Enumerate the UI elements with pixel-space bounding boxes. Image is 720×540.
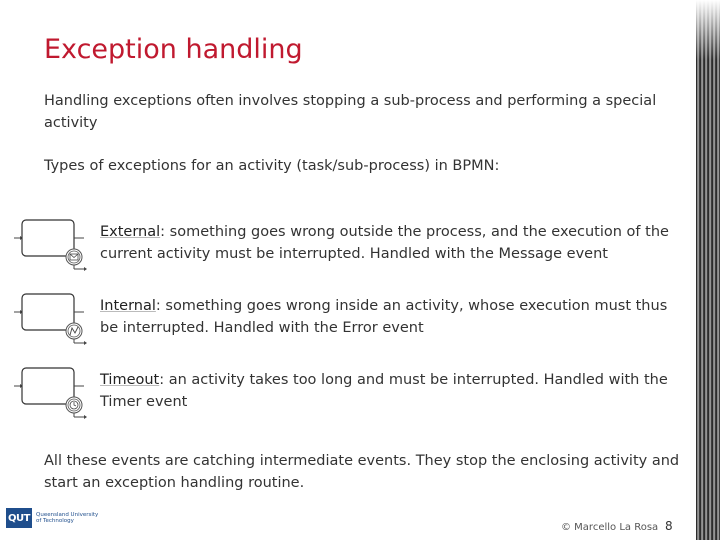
logo-mark: QUT (6, 508, 32, 528)
types-heading: Types of exceptions for an activity (task/sub-process) in BPMN: (44, 158, 500, 174)
intro-paragraph: Handling exceptions often involves stopping a sub-process and performing a special activity (44, 93, 657, 131)
item-term: Timeout (100, 372, 160, 388)
exception-item-timeout (100, 369, 680, 413)
exception-item-internal (100, 295, 680, 339)
footer-copyright: © Marcello La Rosa (561, 522, 659, 533)
logo-line-1: Queensland University (36, 512, 99, 518)
slide-title: Exception handling (44, 34, 303, 65)
qut-logo (6, 507, 98, 529)
item-text: : an activity takes too long and must be interrupted. Handled with the Timer event (100, 372, 668, 410)
message-event-icon (12, 212, 92, 272)
item-term: External (100, 224, 161, 240)
item-text: : something goes wrong inside an activity, whose execution must thus be interrupted. Handled with the Error event (100, 298, 668, 336)
decorative-right-border (696, 0, 720, 540)
exception-item-external (100, 221, 680, 265)
item-text: : something goes wrong outside the process, and the execution of the current activity must be interrupted. Handled with the Message event (100, 224, 669, 262)
logo-line-2: of Technology (36, 518, 74, 524)
page-number: 8 (665, 519, 673, 533)
timer-event-icon (12, 360, 92, 420)
error-event-icon (12, 286, 92, 346)
logo-wordmark (36, 512, 98, 524)
item-term: Internal (100, 298, 156, 314)
conclusion-paragraph: All these events are catching intermediate events. They stop the enclosing activity and start an exception handling routine. (44, 453, 680, 491)
